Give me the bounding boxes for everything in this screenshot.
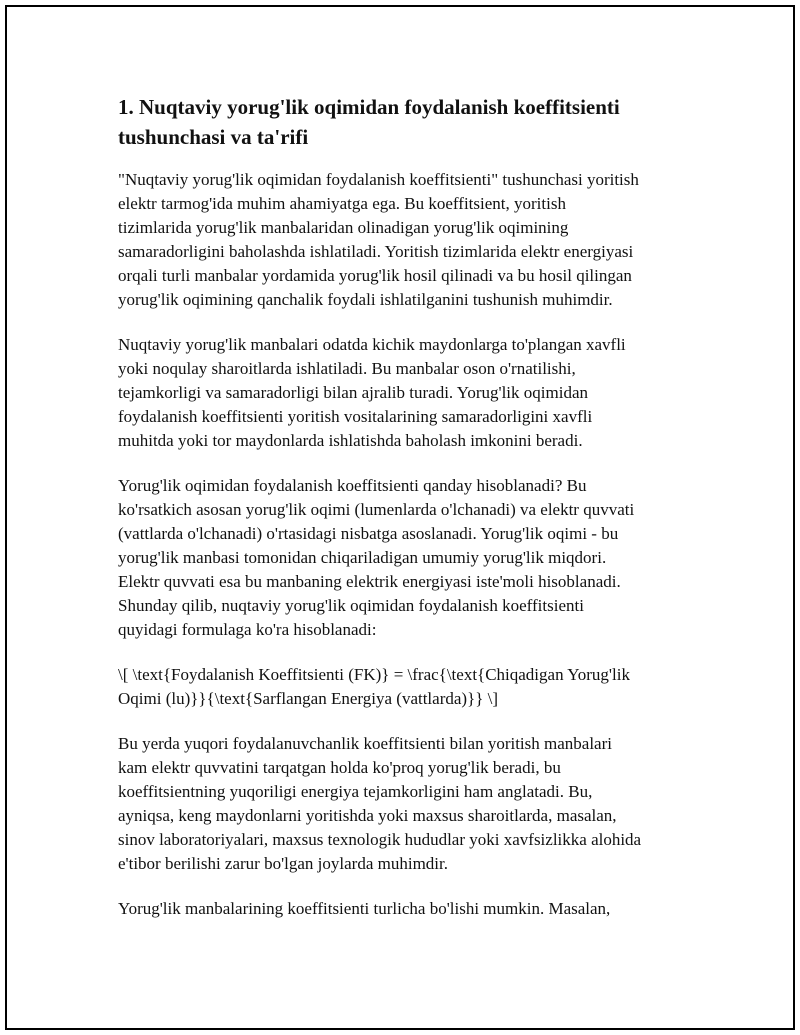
formula-text: \[ \text{Foydalanish Koeffitsienti (FK)} = \frac{\text{Chiqadigan Yorug'lik Oqimi (lu)}}{\text{Sarflangan Energiya (vattlarda)}} \] xyxy=(118,665,630,708)
section-heading: 1. Nuqtaviy yorug'lik oqimidan foydalanish koeffitsienti tushunchasi va ta'rifi xyxy=(118,95,620,149)
paragraph-intro: "Nuqtaviy yorug'lik oqimidan foydalanish koeffitsienti" tushunchasi yoritish elektr tarmog'ida muhim ahamiyatga ega. Bu koeffitsient, yoritish tizimlarida yorug'lik manbalaridan olinadigan yorug'lik oqimining samaradorligini baholashda ishlatiladi. Yoritish tizimlarida elektr energiyasi orqali turli manbalar yordamida yorug'lik hosil qilinadi va bu hosil qilingan yorug'lik oqimining qanchalik foydali ishlatilganini tushunish muhimdir. xyxy=(118,170,639,309)
paragraph-calculation: Yorug'lik oqimidan foydalanish koeffitsienti qanday hisoblanadi? Bu ko'rsatkich asosan yorug'lik oqimi (lumenlarda o'lchanadi) va elektr quvvati (vattlarda o'lchanadi) o'rtasidagi nisbatga asoslanadi. Yorug'lik oqimi - bu yorug'lik manbasi tomonidan chiqariladigan umumiy yorug'lik miqdori. Elektr quvvati esa bu manbaning elektrik energiyasi iste'moli hisoblanadi. Shunday qilib, nuqtaviy yorug'lik oqimidan foydalanish koeffitsienti quyidagi formulaga ko'ra hisoblanadi: xyxy=(118,476,635,639)
paragraph-continuation: Yorug'lik manbalarining koeffitsienti turlicha bo'lishi mumkin. Masalan, xyxy=(118,899,611,918)
document-body xyxy=(118,92,693,942)
paragraph-point-sources: Nuqtaviy yorug'lik manbalari odatda kichik maydonlarga to'plangan xavfli yoki noqulay sharoitlarda ishlatiladi. Bu manbalar oson o'rnatilishi, tejamkorligi va samaradorligi bilan ajralib turadi. Yorug'lik oqimidan foydalanish koeffitsienti yoritish vositalarining samaradorligini xavfli muhitda yoki tor maydonlarda ishlatishda baholash imkonini beradi. xyxy=(118,335,626,450)
paragraph-efficiency: Bu yerda yuqori foydalanuvchanlik koeffitsienti bilan yoritish manbalari kam elektr quvvatini tarqatgan holda ko'proq yorug'lik beradi, bu koeffitsientning yuqoriligi energiya tejamkorligini ham anglatadi. Bu, ayniqsa, keng maydonlarni yoritishda yoki maxsus sharoitlarda, masalan, sinov laboratoriyalari, maxsus texnologik hududlar yoki xavfsizlikka alohida e'tibor berilishi zarur bo'lgan joylarda muhimdir. xyxy=(118,734,642,873)
